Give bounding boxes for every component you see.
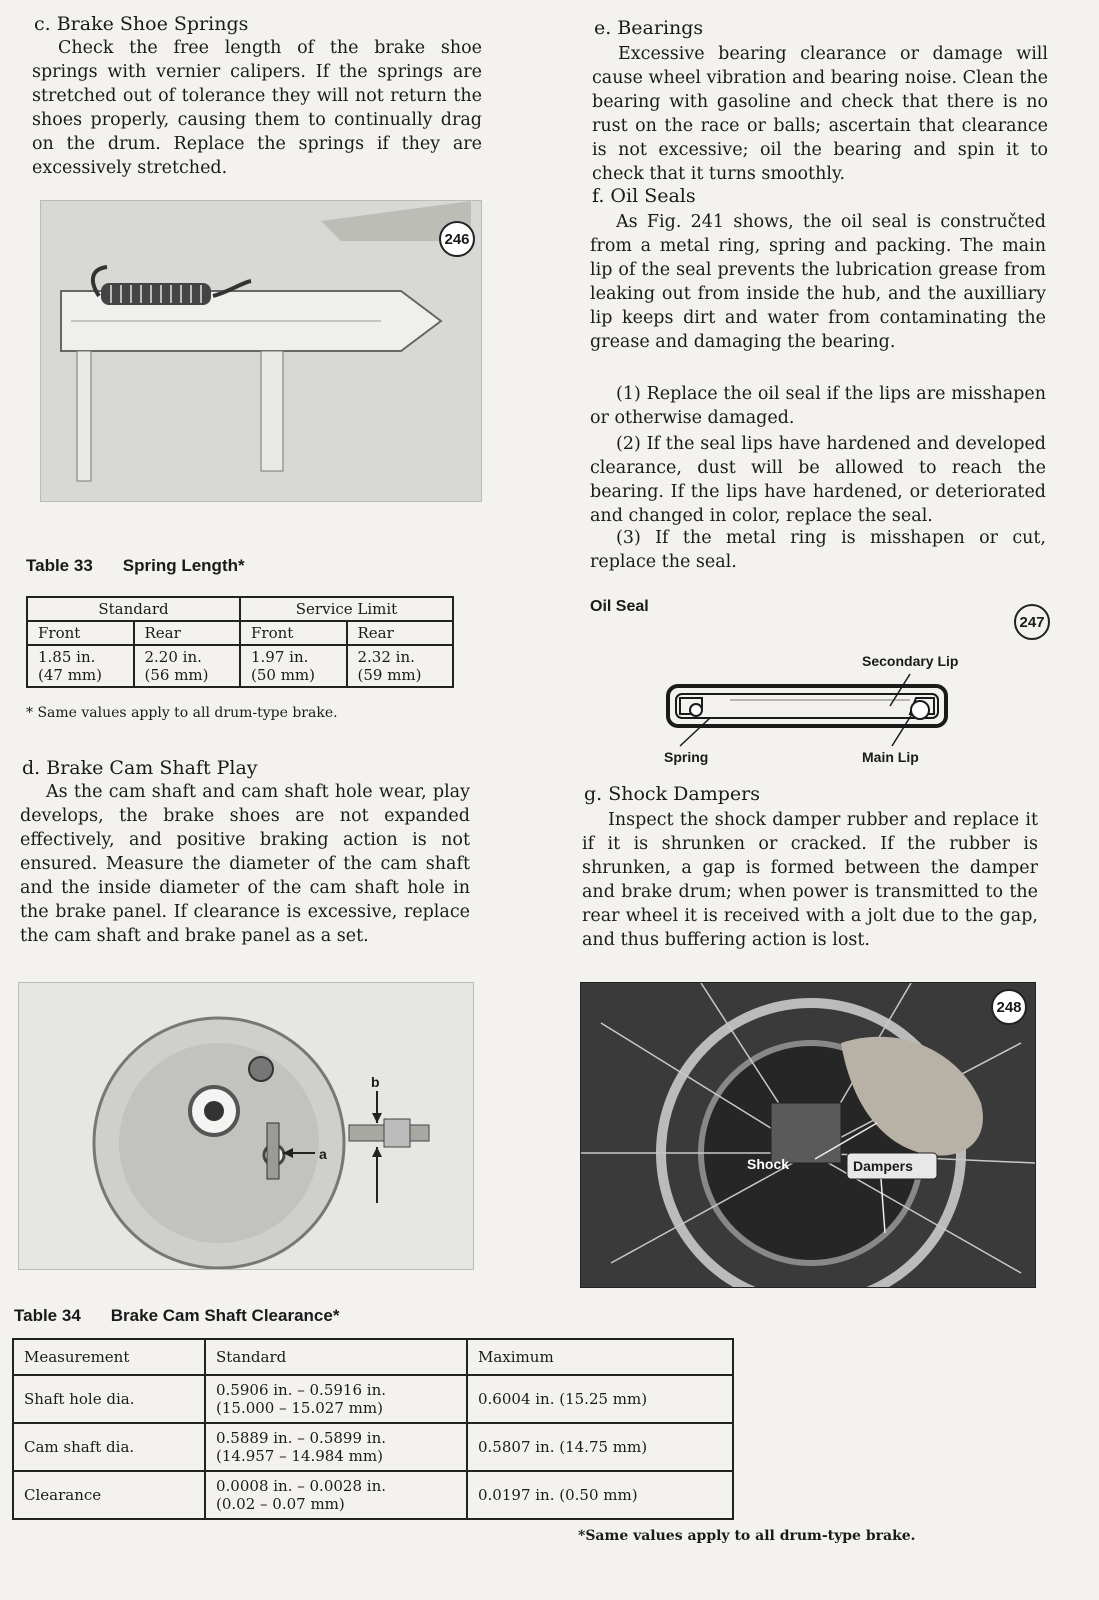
table-33-header-rear: Rear xyxy=(134,621,241,645)
table-33-header-service-limit: Service Limit xyxy=(240,597,453,621)
table-34-cell-maximum: 0.6004 in. (15.25 mm) xyxy=(467,1375,733,1423)
table-34-header-standard: Standard xyxy=(205,1339,467,1375)
table-34-header-measurement: Measurement xyxy=(13,1339,205,1375)
table-34-note: *Same values apply to all drum-type brake. xyxy=(578,1528,916,1544)
table-33-caption xyxy=(26,556,245,576)
section-d-heading: d. Brake Cam Shaft Play xyxy=(22,757,258,779)
section-f-item-2: (2) If the seal lips have hardened and developed clearance, dust will be allowed to reach the bearing. If the lips have hardened, or deteriorated and changed in color, replace the seal. xyxy=(590,434,1046,526)
table-34-cell-standard: 0.5889 in. – 0.5899 in. (14.957 – 14.984 mm) xyxy=(205,1423,467,1471)
figure-label-secondary-lip: Secondary Lip xyxy=(862,653,959,669)
table-33-header-front: Front xyxy=(27,621,134,645)
section-e-heading: e. Bearings xyxy=(594,17,704,39)
table-34-header-maximum: Maximum xyxy=(467,1339,733,1375)
table-34-cell-measurement: Clearance xyxy=(13,1471,205,1519)
table-34-title: Brake Cam Shaft Clearance* xyxy=(110,1306,340,1325)
figure-label-a: a xyxy=(319,1146,327,1162)
figure-label-main-lip: Main Lip xyxy=(862,749,919,765)
section-g-heading: g. Shock Dampers xyxy=(584,783,760,805)
table-33-lim-front: 1.97 in. (50 mm) xyxy=(240,645,347,687)
table-row xyxy=(13,1471,733,1519)
section-f-text: As Fig. 241 shows, the oil seal is constručted from a metal ring, spring and packing. The main lip of the seal prevents the lubrication grease from leaking out from inside the hub, and the auxilliary lip keeps dirt and water from contaminating the grease and damaging the bearing. xyxy=(590,212,1046,352)
table-34-cell-standard: 0.0008 in. – 0.0028 in. (0.02 – 0.07 mm) xyxy=(205,1471,467,1519)
table-33 xyxy=(26,596,454,688)
table-33-std-front: 1.85 in. (47 mm) xyxy=(27,645,134,687)
table-34 xyxy=(12,1338,734,1520)
table-row xyxy=(13,1423,733,1471)
figure-label-spring: Spring xyxy=(664,749,709,765)
section-g-text: Inspect the shock damper rubber and replace it if it is shrunken or cracked. If the rubber is shrunken, a gap is formed between the damper and brake drum; when power is transmitted to the rear wheel it is received with a jolt due to the gap, and thus buffering action is lost. xyxy=(582,810,1038,950)
table-34-caption xyxy=(14,1306,339,1326)
table-34-cell-maximum: 0.0197 in. (0.50 mm) xyxy=(467,1471,733,1519)
section-c-text: Check the free length of the brake shoe springs with vernier calipers. If the springs are stretched out of tolerance they will not return the shoes properly, causing them to continually drag on the drum. Replace the springs if they are excessively stretched. xyxy=(32,38,482,178)
table-row xyxy=(13,1375,733,1423)
section-f-item-1: (1) Replace the oil seal if the lips are misshapen or otherwise damaged. xyxy=(590,384,1046,428)
figure-247-number: 247 xyxy=(1014,604,1050,640)
figure-246-number: 246 xyxy=(439,221,475,257)
figure-247-caption: Oil Seal xyxy=(590,598,649,615)
figure-brake-panel-photo xyxy=(18,982,474,1270)
table-34-cell-standard: 0.5906 in. – 0.5916 in. (15.000 – 15.027 mm) xyxy=(205,1375,467,1423)
section-c-heading: c. Brake Shoe Springs xyxy=(34,13,249,35)
table-33-lim-rear: 2.32 in. (59 mm) xyxy=(347,645,454,687)
figure-shock-dampers-photo xyxy=(580,982,1036,1288)
figure-calipers-photo xyxy=(40,200,482,502)
table-33-header-front: Front xyxy=(240,621,347,645)
table-33-note: * Same values apply to all drum-type brake. xyxy=(26,705,338,721)
table-34-cell-measurement: Shaft hole dia. xyxy=(13,1375,205,1423)
table-33-number: Table 33 xyxy=(26,556,93,575)
section-d-text: As the cam shaft and cam shaft hole wear, play develops, the brake shoes are not expanded effectively, and positive braking action is not ensured. Measure the diameter of the cam shaft and the inside diameter of the cam shaft hole in the brake panel. If clearance is excessive, replace the cam shaft and brake panel as a set. xyxy=(20,782,470,946)
figure-oil-seal-diagram xyxy=(640,644,1000,774)
section-e-text: Excessive bearing clearance or damage will cause wheel vibration and bearing noise. Clean the bearing with gasoline and check that there is no rust on the race or balls; ascertain that clearance is not excessive; oil the bearing and spin it to check that it turns smoothly. xyxy=(592,44,1048,184)
figure-label-shock: Shock xyxy=(747,1156,790,1172)
section-f-item-3: (3) If the metal ring is misshapen or cut, replace the seal. xyxy=(590,528,1046,572)
table-34-number: Table 34 xyxy=(14,1306,81,1325)
table-33-title: Spring Length* xyxy=(122,556,245,575)
table-33-header-standard: Standard xyxy=(27,597,240,621)
figure-label-dampers: Dampers xyxy=(853,1158,913,1174)
table-34-cell-measurement: Cam shaft dia. xyxy=(13,1423,205,1471)
table-33-std-rear: 2.20 in. (56 mm) xyxy=(134,645,241,687)
table-34-cell-maximum: 0.5807 in. (14.75 mm) xyxy=(467,1423,733,1471)
table-33-header-rear: Rear xyxy=(347,621,454,645)
figure-248-number: 248 xyxy=(991,989,1027,1025)
section-f-heading: f. Oil Seals xyxy=(592,185,696,207)
figure-label-b: b xyxy=(371,1074,380,1090)
